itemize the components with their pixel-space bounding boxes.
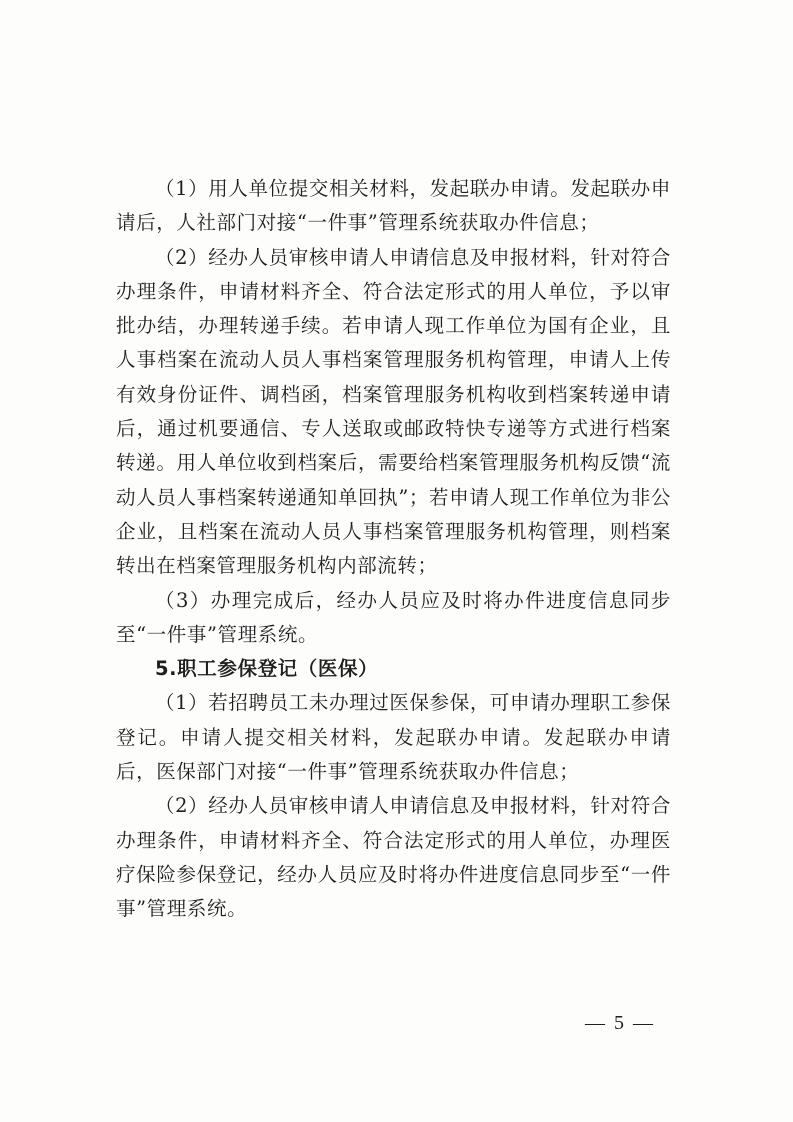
- page-number: — 5 —: [585, 1012, 655, 1034]
- paragraph-step-3: （3）办理完成后，经办人员应及时将办件进度信息同步至“一件事”管理系统。: [116, 588, 671, 646]
- paragraph-medical-step-1: （1）若招聘员工未办理过医保参保，可申请办理职工参保登记。申请人提交相关材料，发起联办申请。发起联办申请后，医保部门对接“一件事”管理系统获取办件信息；: [116, 691, 671, 784]
- paragraph-medical-step-2: （2）经办人员审核申请人申请信息及申报材料，针对符合办理条件，申请材料齐全、符合法定形式的用人单位，办理医疗保险参保登记，经办人员应及时将办件进度信息同步至“一件事”管理系统。: [116, 794, 671, 921]
- document-body: [116, 172, 671, 927]
- paragraph-step-1: （1）用人单位提交相关材料，发起联办申请。发起联办申请后，人社部门对接“一件事”管理系统获取办件信息；: [116, 177, 671, 235]
- section-heading: 5.职工参保登记（医保）: [155, 657, 379, 681]
- paragraph-step-2: （2）经办人员审核申请人申请信息及申报材料，针对符合办理条件，申请材料齐全、符合法定形式的用人单位，予以审批办结，办理转递手续。若申请人现工作单位为国有企业，且人事档案在流动人员人事档案管理服务机构管理，申请人上传有效身份证件、调档函，档案管理服务机构收到档案转递申请后，通过机要通信、专人送取或邮政特快专递等方式进行档案转递。用人单位收到档案后，需要给档案管理服务机构反馈“流动人员人事档案转递通知单回执”；若申请人现工作单位为非公企业，且档案在流动人员人事档案管理服务机构管理，则档案转出在档案管理服务机构内部流转；: [116, 245, 671, 578]
